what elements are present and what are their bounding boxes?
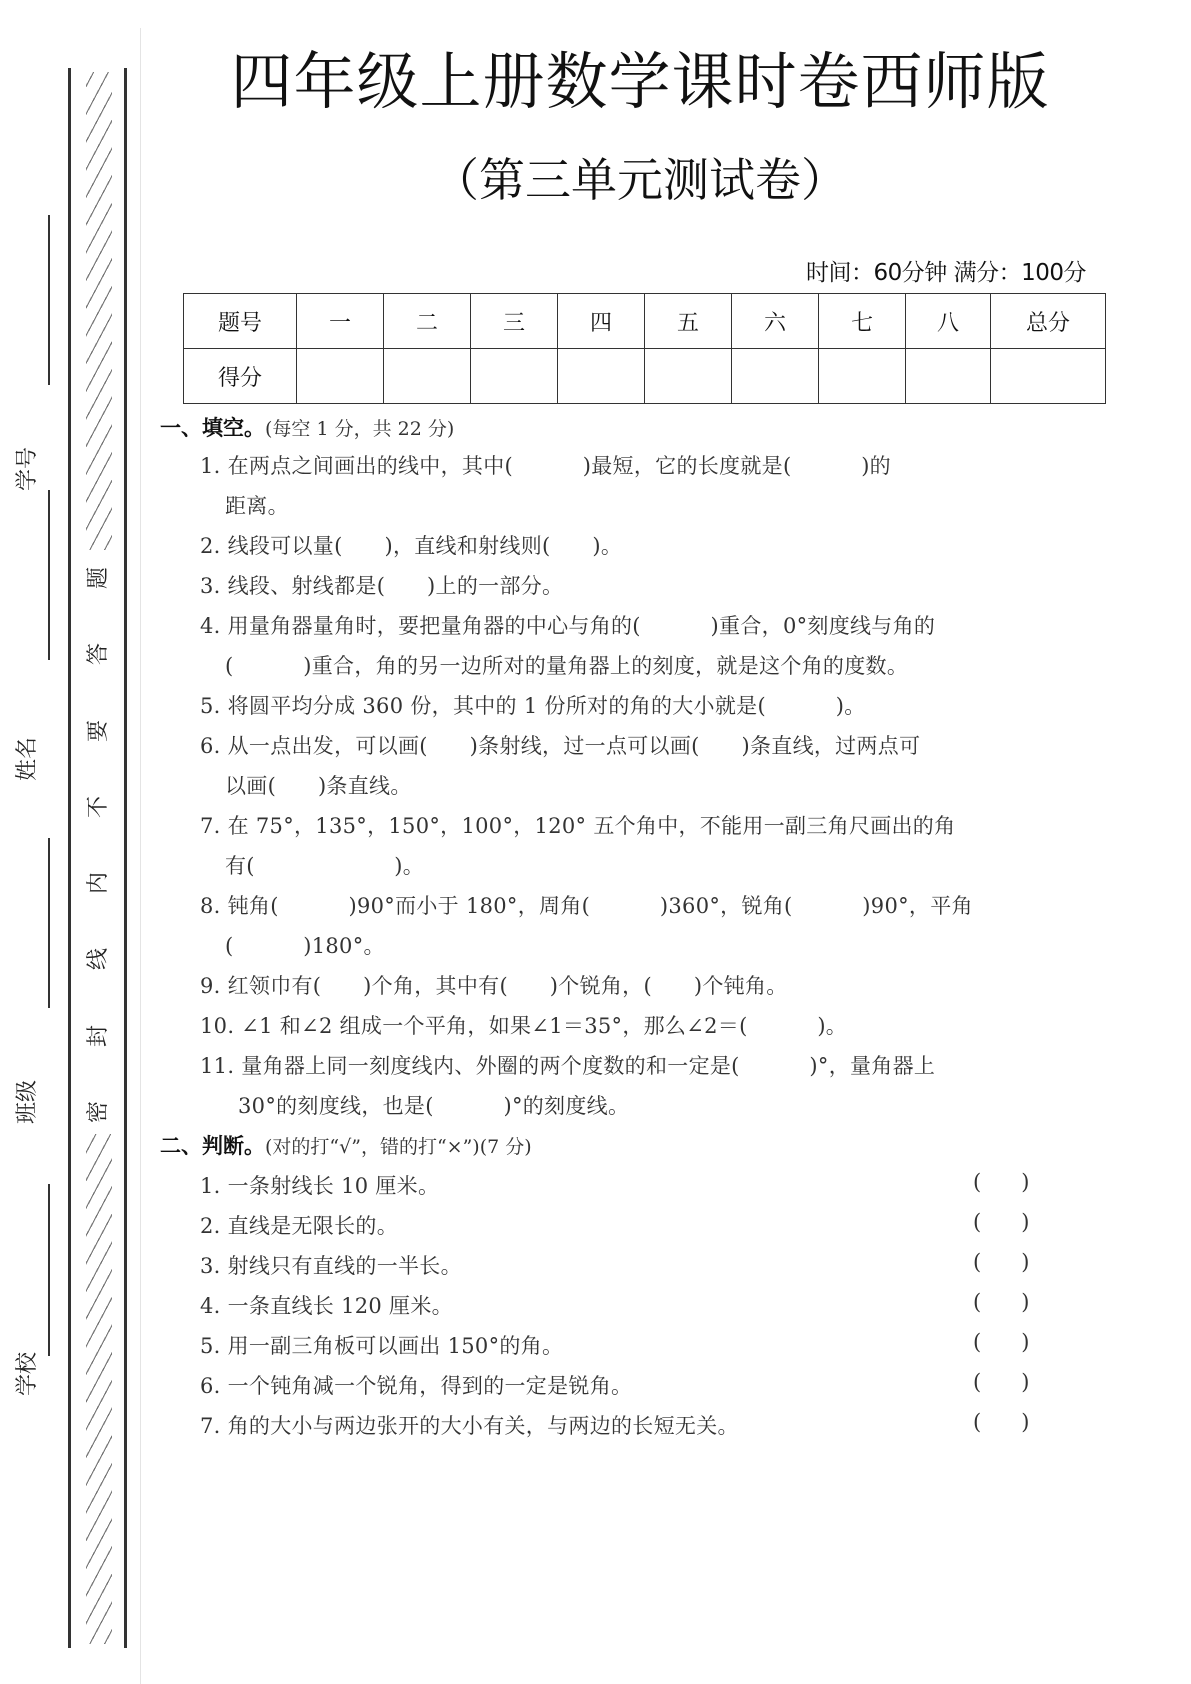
section-note: (每空 1 分，共 22 分) <box>265 418 455 440</box>
judge-answer-box[interactable]: ( ) <box>973 1370 1030 1394</box>
column-header: 四 <box>558 294 645 349</box>
judge-item-text: 6. 一个钝角减一个锐角，得到的一定是锐角。 <box>200 1374 633 1398</box>
column-header: 五 <box>645 294 732 349</box>
question-line: 10. ∠1 和∠2 组成一个平角，如果∠1＝35°，那么∠2＝( )。 <box>200 1014 848 1038</box>
judge-answer-box[interactable]: ( ) <box>973 1210 1030 1234</box>
seal-char: 密 <box>85 1100 111 1123</box>
score-cell[interactable] <box>906 349 991 404</box>
school-label: 学校 <box>15 1352 40 1397</box>
question-line: 距离。 <box>225 494 289 518</box>
class-label: 班级 <box>15 1080 40 1125</box>
judge-answer-box[interactable]: ( ) <box>973 1170 1030 1194</box>
class-field[interactable] <box>48 838 50 1008</box>
page-title: 四年级上册数学课时卷西师版 <box>230 45 1050 118</box>
column-header: 一 <box>297 294 384 349</box>
column-header: 三 <box>471 294 558 349</box>
hatch-pattern-bottom <box>86 1134 112 1644</box>
question-line: 有( )。 <box>225 854 425 878</box>
question-line: 6. 从一点出发，可以画( )条射线，过一点可以画( )条直线，过两点可 <box>200 734 921 758</box>
seal-char: 不 <box>85 795 111 818</box>
seal-char: 内 <box>85 872 111 895</box>
binding-margin <box>0 0 150 1684</box>
column-header: 二 <box>384 294 471 349</box>
question-line: 11. 量角器上同一刻度线内、外圈的两个度数的和一定是( )°，量角器上 <box>200 1054 936 1078</box>
question-line: 1. 在两点之间画出的线中，其中( )最短，它的长度就是( )的 <box>200 454 891 478</box>
section-heading-fill-blank <box>160 412 454 442</box>
question-line: ( )重合，角的另一边所对的量角器上的刻度，就是这个角的度数。 <box>225 654 909 678</box>
question-line: 5. 将圆平均分成 360 份，其中的 1 份所对的角的大小就是( )。 <box>200 694 866 718</box>
section-title: 二、判断。 <box>160 1134 265 1158</box>
student-number-label: 学号 <box>15 447 40 492</box>
judge-item-text: 4. 一条直线长 120 厘米。 <box>200 1294 453 1318</box>
seal-char: 要 <box>85 719 111 742</box>
seal-char: 封 <box>85 1024 111 1047</box>
student-name-field[interactable] <box>48 490 50 660</box>
column-header: 六 <box>732 294 819 349</box>
judge-item-text: 1. 一条射线长 10 厘米。 <box>200 1174 440 1198</box>
section-note: (对的打“√”，错的打“×”)(7 分) <box>265 1136 532 1158</box>
question-line: 30°的刻度线，也是( )°的刻度线。 <box>238 1094 630 1118</box>
student-name-label: 姓名 <box>15 737 40 782</box>
total-score-header: 总分 <box>991 294 1106 349</box>
score-cell[interactable] <box>645 349 732 404</box>
question-line: 4. 用量角器量角时，要把量角器的中心与角的( )重合，0°刻度线与角的 <box>200 614 936 638</box>
score-cell[interactable] <box>558 349 645 404</box>
exam-time-and-score: 时间：60分钟 满分：100分 <box>806 260 1086 286</box>
score-cell[interactable] <box>819 349 906 404</box>
question-line: ( )180°。 <box>225 934 385 958</box>
judge-item-text: 3. 射线只有直线的一半长。 <box>200 1254 462 1278</box>
score-table-score-row <box>184 349 1106 404</box>
section-heading-true-false <box>160 1130 532 1160</box>
score-row-label: 得分 <box>184 349 297 404</box>
page-subtitle: （第三单元测试卷） <box>433 153 847 207</box>
score-table <box>183 293 1106 404</box>
score-cell[interactable] <box>471 349 558 404</box>
binding-line-right <box>124 68 127 1648</box>
judge-item-text: 7. 角的大小与两边张开的大小有关，与两边的长短无关。 <box>200 1414 739 1438</box>
hatch-pattern-top <box>86 72 112 550</box>
student-number-field[interactable] <box>48 215 50 385</box>
score-cell[interactable] <box>297 349 384 404</box>
binding-line-left <box>68 68 71 1648</box>
school-field[interactable] <box>48 1184 50 1356</box>
question-line: 9. 红领巾有( )个角，其中有( )个锐角，( )个钝角。 <box>200 974 788 998</box>
judge-answer-box[interactable]: ( ) <box>973 1410 1030 1434</box>
section-title: 一、填空。 <box>160 416 265 440</box>
question-line: 8. 钝角( )90°而小于 180°，周角( )360°，锐角( )90°，平角 <box>200 894 973 918</box>
score-cell[interactable] <box>384 349 471 404</box>
question-line: 2. 线段可以量( )，直线和射线则( )。 <box>200 534 623 558</box>
judge-answer-box[interactable]: ( ) <box>973 1290 1030 1314</box>
question-number-header: 题号 <box>184 294 297 349</box>
column-header: 七 <box>819 294 906 349</box>
seal-char: 答 <box>85 643 111 666</box>
judge-item-text: 5. 用一副三角板可以画出 150°的角。 <box>200 1334 564 1358</box>
score-table-header-row <box>184 294 1106 349</box>
seal-char: 题 <box>85 566 111 590</box>
judge-answer-box[interactable]: ( ) <box>973 1250 1030 1274</box>
question-line: 3. 线段、射线都是( )上的一部分。 <box>200 574 564 598</box>
seal-line-notice <box>86 565 112 1125</box>
question-line: 7. 在 75°，135°，150°，100°，120° 五个角中，不能用一副三角尺画出的角 <box>200 814 956 838</box>
seal-char: 线 <box>85 948 111 971</box>
score-cell[interactable] <box>732 349 819 404</box>
judge-item-text: 2. 直线是无限长的。 <box>200 1214 399 1238</box>
question-line: 以画( )条直线。 <box>225 774 412 798</box>
page-edge-divider <box>140 28 141 1684</box>
column-header: 八 <box>906 294 991 349</box>
total-score-cell[interactable] <box>991 349 1106 404</box>
judge-answer-box[interactable]: ( ) <box>973 1330 1030 1354</box>
